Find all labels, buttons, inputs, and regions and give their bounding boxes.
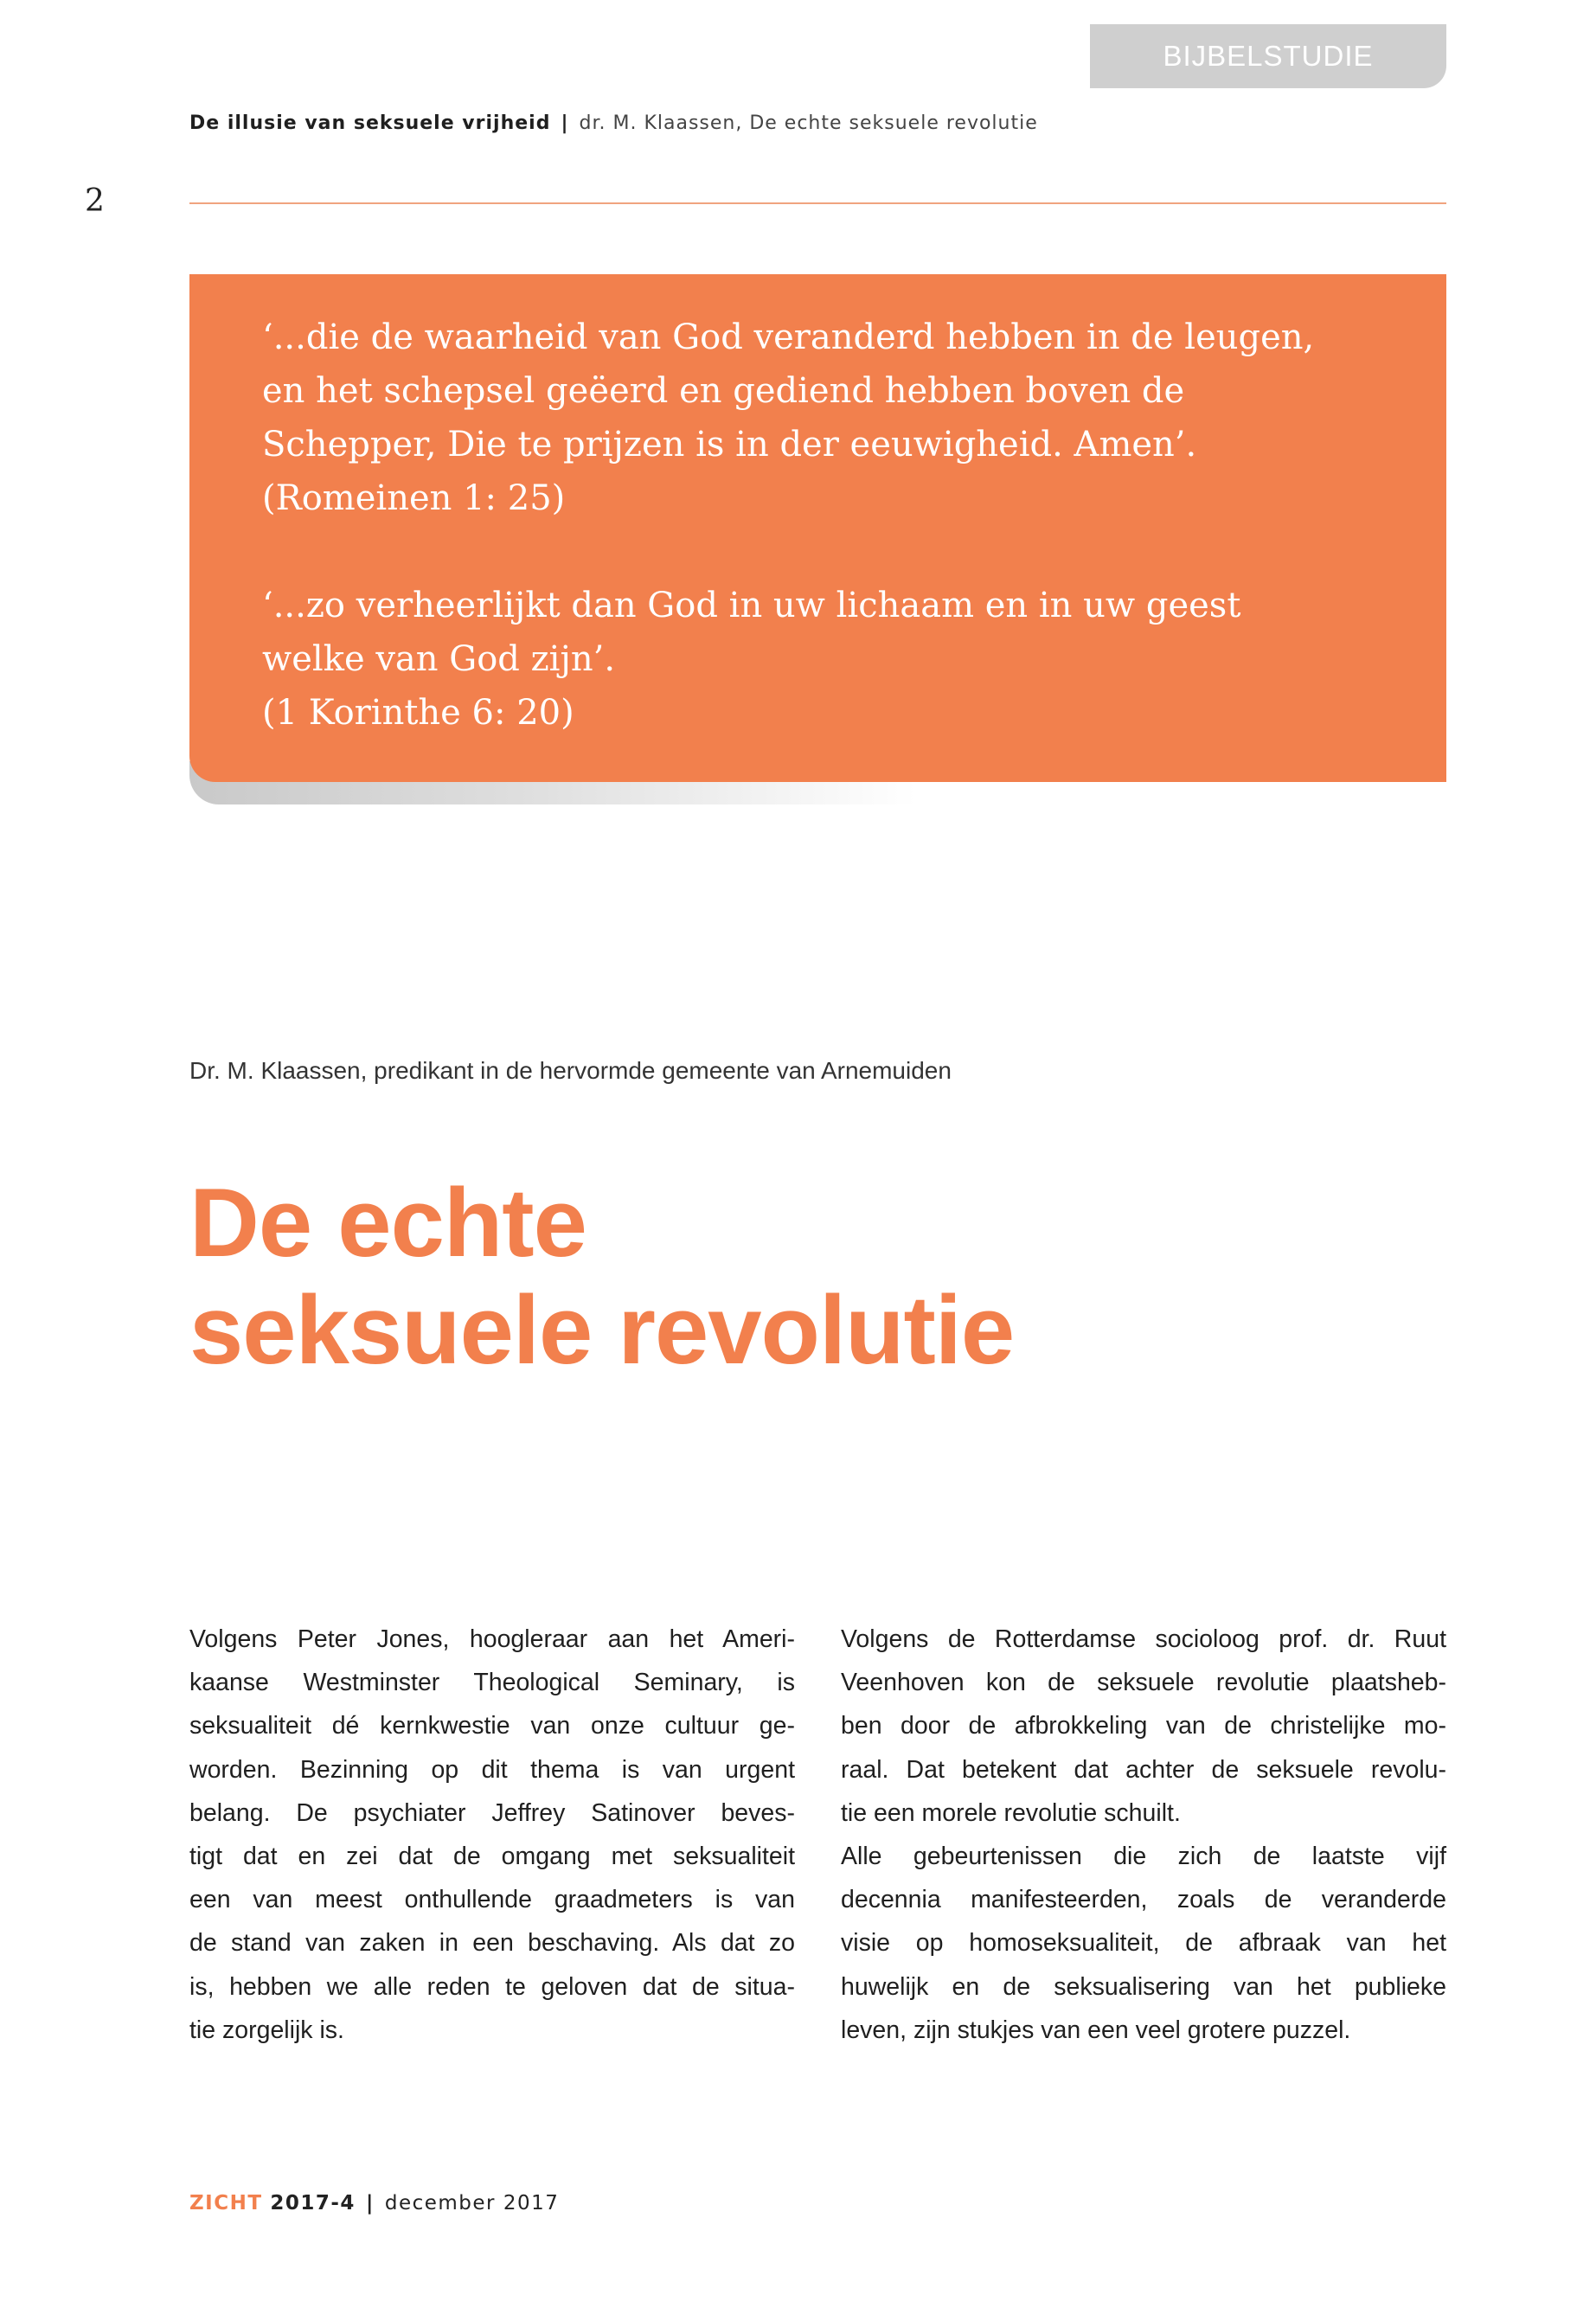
body-line: tigt dat en zei dat de omgang met seksualiteit xyxy=(189,1843,795,1871)
body-line: de stand van zaken in een beschaving. Als dat zo xyxy=(189,1929,795,1958)
page-number: 2 xyxy=(85,183,105,219)
running-head-series: De illusie van seksuele vrijheid xyxy=(189,112,551,134)
page-footer xyxy=(189,2192,559,2214)
section-tab: BIJBELSTUDIE xyxy=(1090,24,1446,88)
quote-line: welke van God zijn’. xyxy=(262,639,616,679)
body-line: worden. Bezinning op dit thema is van urgent xyxy=(189,1755,795,1784)
body-line: Veenhoven kon de seksuele revolutie plaatsheb- xyxy=(841,1669,1446,1697)
author-byline: Dr. M. Klaassen, predikant in de hervormde gemeente van Arnemuiden xyxy=(189,1057,952,1084)
body-line: decennia manifesteerden, zoals de veranderde xyxy=(841,1886,1446,1914)
body-column-left xyxy=(189,1618,795,2052)
quote-reference: (Romeinen 1: 25) xyxy=(262,478,566,518)
quote-line: Schepper, Die te prijzen is in der eeuwigheid. Amen’. xyxy=(262,425,1197,465)
running-head xyxy=(189,112,1038,134)
title-line-1: De echte xyxy=(189,1169,586,1277)
footer-date: december 2017 xyxy=(384,2192,560,2214)
scripture-quote-box xyxy=(189,274,1446,782)
footer-separator: | xyxy=(365,2192,375,2214)
body-line: een van meest onthullende graadmeters is van xyxy=(189,1886,795,1914)
body-line: seksualiteit dé kernkwestie van onze cultuur ge- xyxy=(189,1712,795,1740)
header-divider xyxy=(189,202,1446,204)
body-line: Alle gebeurtenissen die zich de laatste vijf xyxy=(841,1843,1446,1871)
article-title xyxy=(189,1170,1014,1384)
body-line: tie zorgelijk is. xyxy=(189,2016,344,2044)
quote-line: ‘...die de waarheid van God veranderd hebben in de leugen, xyxy=(262,317,1315,357)
body-line: raal. Dat betekent dat achter de seksuele revolu- xyxy=(841,1755,1446,1784)
running-head-article: dr. M. Klaassen, De echte seksuele revolutie xyxy=(579,112,1038,134)
quote-romeinen xyxy=(262,311,1372,525)
body-line: tie een morele revolutie schuilt. xyxy=(841,1798,1181,1827)
quote-reference: (1 Korinthe 6: 20) xyxy=(262,693,574,733)
footer-brand: ZICHT xyxy=(189,2192,263,2214)
quote-line: en het schepsel geëerd en gediend hebben boven de xyxy=(262,371,1185,411)
body-line: Volgens Peter Jones, hoogleraar aan het Ameri- xyxy=(189,1625,795,1653)
body-line: belang. De psychiater Jeffrey Satinover beves- xyxy=(189,1798,795,1827)
body-line: Volgens de Rotterdamse socioloog prof. dr. Ruut xyxy=(841,1625,1446,1653)
body-line: ben door de afbrokkeling van de christelijke mo- xyxy=(841,1712,1446,1740)
body-line: visie op homoseksualiteit, de afbraak van het xyxy=(841,1929,1446,1958)
body-line: is, hebben we alle reden te geloven dat de situa- xyxy=(189,1972,795,2001)
body-line: huwelijk en de seksualisering van het publieke xyxy=(841,1972,1446,2001)
quote-korinthe xyxy=(262,579,1372,740)
body-column-right xyxy=(841,1618,1446,2052)
running-head-separator: | xyxy=(561,112,569,134)
footer-issue: 2017-4 xyxy=(270,2192,356,2214)
body-line: kaanse Westminster Theological Seminary, is xyxy=(189,1669,795,1697)
title-line-2: seksuele revolutie xyxy=(189,1276,1015,1384)
body-line: leven, zijn stukjes van een veel grotere puzzel. xyxy=(841,2016,1351,2044)
quote-line: ‘...zo verheerlijkt dan God in uw lichaam en in uw geest xyxy=(262,586,1241,625)
